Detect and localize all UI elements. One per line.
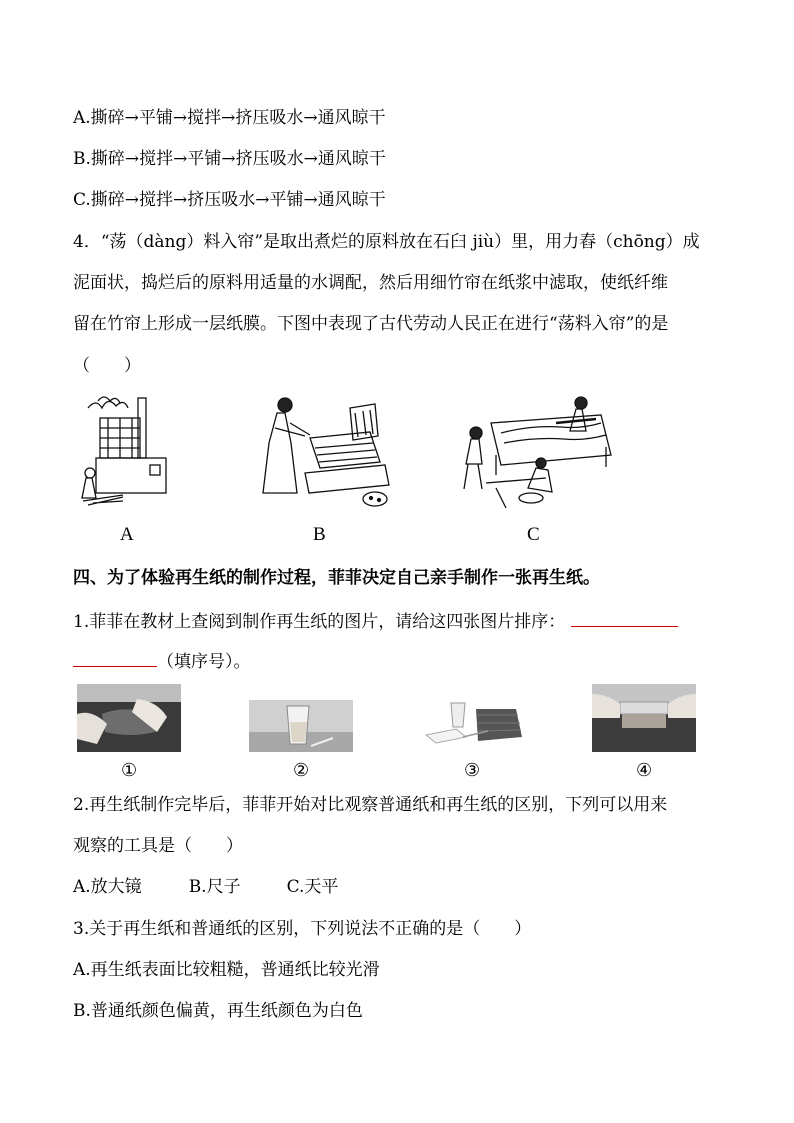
s4-q1-line-2 [73,648,251,674]
s4-q2-option-b: B.尺子 [188,877,241,897]
figure-a-caption: A [120,524,134,545]
s4-q3-option-a: A.再生纸表面比较粗糙，普通纸比较光滑 [73,960,380,980]
s4-q2-options [73,875,338,899]
s4-q1-suffix: （填序号）。 [157,652,251,672]
option-a: A.撕碎→平铺→搅拌→挤压吸水→通风晾干 [73,108,386,128]
s4-q2-line-1: 2.再生纸制作完毕后，菲菲开始对比观察普通纸和再生纸的区别，下列可以用来 [73,795,668,815]
q4-line-2: 泥面状，捣烂后的原料用适量的水调配，然后用细竹帘在纸浆中滤取，使纸纤维 [73,273,668,293]
option-c: C.撕碎→搅拌→挤压吸水→平铺→通风晾干 [73,190,386,210]
figure-a-illustration [78,393,178,513]
photo-2 [249,700,353,752]
figure-b-illustration [255,393,395,515]
answer-blank-2[interactable] [73,648,157,667]
photo-label-3: ③ [464,760,481,781]
figure-c-caption: C [527,524,540,545]
s4-q2-option-c: C.天平 [286,877,339,897]
q4-line-1: 4．“荡（dàng）料入帘”是取出煮烂的原料放在石臼 jiù）里，用力舂（chōng）成 [73,232,700,252]
photo-1 [77,684,181,752]
q4-line-4: （ ） [73,356,141,376]
photo-label-1: ① [121,760,138,781]
answer-blank-1[interactable] [571,608,678,627]
s4-q2-option-a: A.放大镜 [73,877,142,897]
photo-4 [592,684,696,752]
section-4-title: 四、为了体验再生纸的制作过程，菲菲决定自己亲手制作一张再生纸。 [73,568,600,588]
photo-3 [421,697,525,752]
figure-c-illustration [456,393,616,515]
figure-b-caption: B [313,524,326,545]
s4-q3-option-b: B.普通纸颜色偏黄，再生纸颜色为白色 [73,1001,363,1021]
s4-q1-text: 1.菲菲在教材上查阅到制作再生纸的图片，请给这四张图片排序： [73,612,566,632]
s4-q3-line: 3.关于再生纸和普通纸的区别，下列说法不正确的是（ ） [73,919,532,939]
q4-line-3: 留在竹帘上形成一层纸膜。下图中表现了古代劳动人民正在进行“荡料入帘”的是 [73,314,669,334]
option-b: B.撕碎→搅拌→平铺→挤压吸水→通风晾干 [73,149,386,169]
s4-q1-line-1 [73,608,678,634]
photo-label-2: ② [293,760,310,781]
photo-label-4: ④ [636,760,653,781]
s4-q2-line-2: 观察的工具是（ ） [73,836,243,856]
